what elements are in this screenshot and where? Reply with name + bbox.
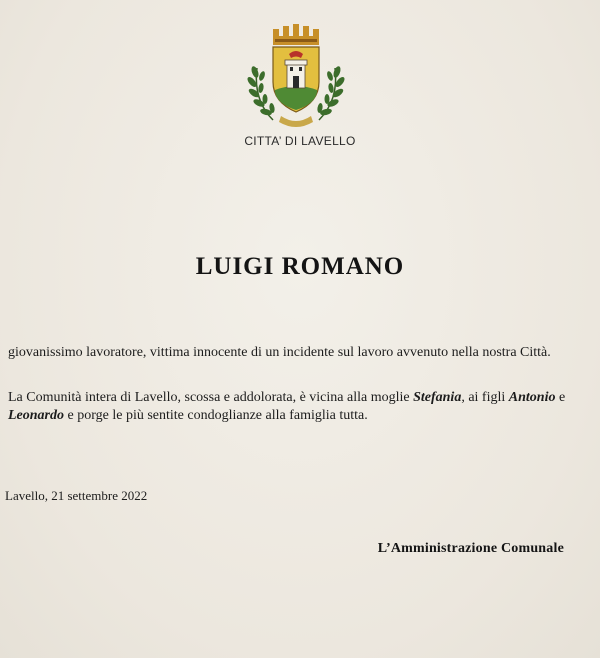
- signature: L’Amministrazione Comunale: [377, 541, 564, 556]
- deceased-name-title: LUIGI ROMANO: [195, 253, 405, 280]
- paragraph-condolences: [8, 389, 583, 425]
- coat-of-arms-icon: [243, 20, 349, 130]
- son-name-antonio: Antonio: [508, 390, 556, 405]
- paragraph-description: giovanissimo lavoratore, vittima innocente di un incidente sul lavoro avvenuto nella nostra Città.: [8, 345, 551, 360]
- city-name: CITTA’ DI LAVELLO: [244, 134, 356, 148]
- son-name-leonardo: Leonardo: [8, 408, 64, 423]
- condolences-text-1: La Comunità intera di Lavello, scossa e addolorata, è vicina alla moglie: [8, 390, 414, 405]
- condolences-text-2: , ai figli: [461, 390, 509, 405]
- condolences-text-4: e porge le più sentite condoglianze alla famiglia tutta.: [64, 408, 368, 423]
- date-line: Lavello, 21 settembre 2022: [5, 488, 148, 503]
- condolences-text-3: e: [555, 390, 566, 405]
- wife-name: Stefania: [413, 390, 462, 405]
